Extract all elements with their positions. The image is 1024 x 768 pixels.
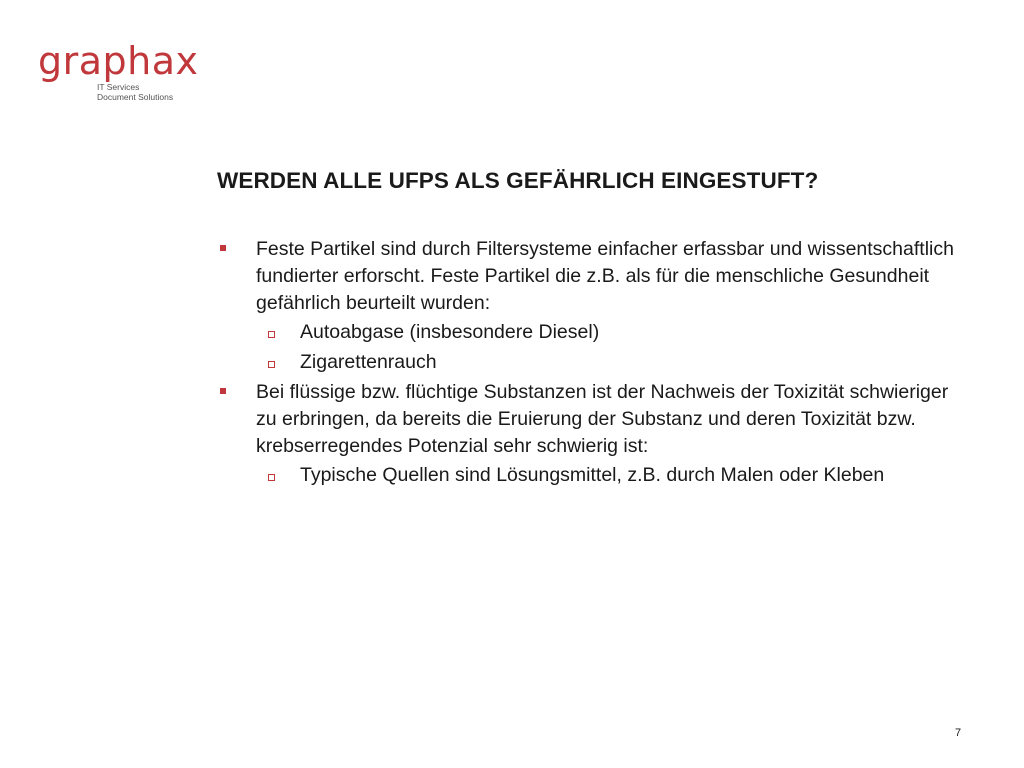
logo-subtitle-line-1: IT Services [97, 82, 140, 92]
sub-bullet-text: Autoabgase (insbesondere Diesel) [300, 321, 600, 343]
sub-bullet-item [217, 462, 957, 489]
bullet-list [217, 236, 957, 492]
bullet-text: Bei flüssige bzw. flüchtige Substanzen ist der Nachweis der Toxizität schwieriger zu erbringen, da bereits die Eruierung der Substanz und deren Toxizität bzw. krebserregendes Potenzial sehr schwierig ist: [256, 381, 949, 457]
bullet-text: Feste Partikel sind durch Filtersysteme einfacher erfassbar und wissentschaftlich fundierter erforscht. Feste Partikel die z.B. als für die menschliche Gesundheit gefährlich beurteilt wurden: [256, 238, 954, 314]
bullet-item [217, 236, 957, 317]
company-logo [38, 38, 198, 102]
hollow-square-bullet-icon [268, 474, 275, 481]
bullet-item [217, 379, 957, 460]
logo-wordmark: graphax [38, 39, 199, 83]
sub-bullet-item [217, 319, 957, 346]
hollow-square-bullet-icon [268, 331, 275, 338]
slide-title: WERDEN ALLE UFPS ALS GEFÄHRLICH EINGESTUFT? [217, 168, 819, 193]
square-bullet-icon [220, 245, 226, 251]
square-bullet-icon [220, 388, 226, 394]
sub-bullet-item [217, 349, 957, 376]
logo-subtitle [97, 82, 198, 102]
logo-subtitle-line-2: Document Solutions [97, 92, 174, 102]
sub-bullet-text: Typische Quellen sind Lösungsmittel, z.B. durch Malen oder Kleben [300, 464, 885, 486]
sub-bullet-text: Zigarettenrauch [300, 351, 437, 373]
hollow-square-bullet-icon [268, 361, 275, 368]
page-number: 7 [955, 727, 962, 739]
